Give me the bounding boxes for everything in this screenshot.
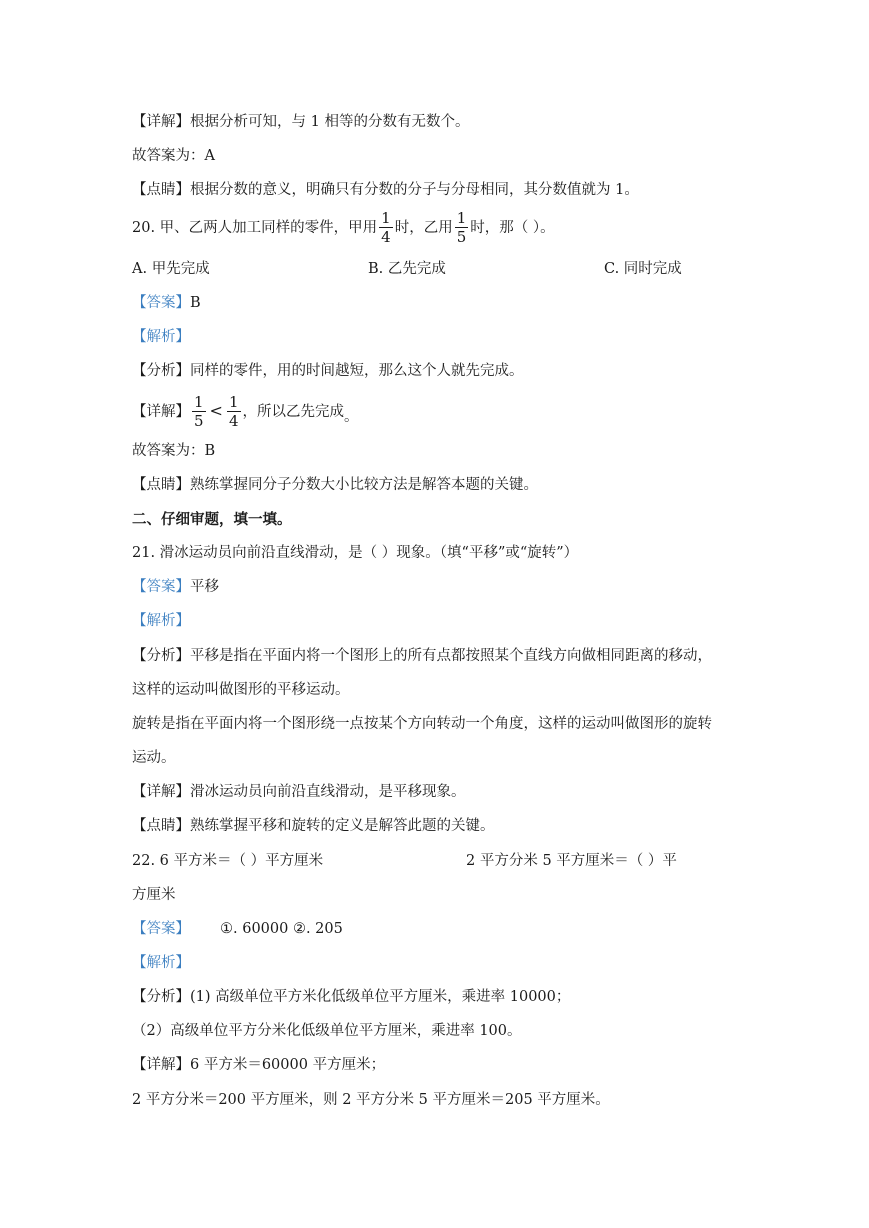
fraction-denominator: 4 [381,228,391,246]
q20-answer-line: 故答案为：B [132,443,216,459]
q21-jiexi-tag: 【解析】 [132,613,190,629]
answer-tag: 【答案】 [132,921,190,937]
fraction-one-quarter [227,395,241,429]
fraction-numerator: 1 [194,393,204,411]
q20-analysis: 【分析】同样的零件，用的时间越短，那么这个人就先完成。 [132,363,524,379]
q21-analysis-line-1: 【分析】平移是指在平面内将一个图形上的所有点都按照某个直线方向做相同距离的移动， [132,648,712,664]
fraction-numerator: 1 [381,209,391,227]
q21-analysis-line-4: 运动。 [132,750,176,766]
q21-analysis-line-3: 旋转是指在平面内将一个图形绕一点按某个方向转动一个角度，这样的运动叫做图形的旋转 [132,716,712,732]
q20-stem-part-b: 时，乙用 [394,220,453,236]
detail-tag: 【详解】 [132,404,190,420]
fraction-numerator: 1 [456,209,467,227]
q20-answer [132,293,201,313]
answer-tag: 【答案】 [132,579,190,595]
q22-analysis-line-1: 【分析】(1) 高级单位平方米化低级单位平方厘米，乘进率 10000； [132,989,571,1005]
q22-stem-part-2: 2 平方分米 5 平方厘米＝（ ）平 [466,853,677,869]
fraction-denominator: 4 [228,412,239,430]
q20-stem-part-a: 20. 甲、乙两人加工同样的零件，甲用 [132,220,378,236]
answer-value: B [190,295,201,311]
q20-option-b: B. 乙先完成 [368,261,446,277]
fraction-denominator: 5 [194,412,204,430]
less-than-sign: < [209,401,223,420]
q22-jiexi-tag: 【解析】 [132,955,190,971]
q20-option-a: A. 甲先完成 [132,261,210,277]
fraction-denominator: 5 [456,228,467,246]
q22-detail-line-1: 【详解】6 平方米＝60000 平方厘米； [132,1057,386,1073]
fraction-numerator: 1 [228,393,239,411]
fraction-one-fifth [192,395,206,429]
section-title: 二、仔细审题，填一填。 [132,511,292,528]
q20-option-c: C. 同时完成 [604,261,682,277]
q22-stem-part-1: 22. 6 平方米＝（ ）平方厘米 [132,853,324,869]
q19-tip: 【点睛】根据分数的意义，明确只有分数的分子与分母相同，其分数值就为 1。 [132,182,639,198]
q20-jiexi-tag: 【解析】 [132,329,190,345]
fraction-one-fifth [455,211,469,245]
q21-detail: 【详解】滑冰运动员向前沿直线滑动，是平移现象。 [132,784,466,800]
q22-answer [132,919,343,939]
answer-tag: 【答案】 [132,295,190,311]
answer-value: 平移 [190,579,219,595]
q19-answer-line: 故答案为：A [132,148,215,164]
q22-stem-line-2: 方厘米 [132,887,176,903]
q20-tip: 【点睛】熟练掌握同分子分数大小比较方法是解答本题的关键。 [132,477,538,493]
q21-tip: 【点睛】熟练掌握平移和旋转的定义是解答此题的关键。 [132,818,495,834]
q22-analysis-line-2: （2）高级单位平方分米化低级单位平方厘米，乘进率 100。 [132,1023,522,1039]
answer-value: ①. 60000 ②. 205 [220,921,343,937]
q20-detail [132,388,359,435]
q20-stem-part-c: 时，那（ ）。 [470,220,555,236]
detail-rest: ，所以乙先完成 [242,404,344,420]
q21-analysis-line-2: 这样的运动叫做图形的平移运动。 [132,682,350,698]
q21-answer [132,577,219,597]
q21-stem: 21. 滑冰运动员向前沿直线滑动，是（ ）现象。（填“平移”或“旋转”） [132,545,579,561]
q22-detail-line-2: 2 平方分米＝200 平方厘米，则 2 平方分米 5 平方厘米＝205 平方厘米。 [132,1092,610,1108]
detail-end: 。 [344,409,359,425]
fraction-one-quarter [379,211,393,245]
q19-detail: 【详解】根据分析可知，与 1 相等的分数有无数个。 [132,114,470,130]
q20-stem [132,206,555,250]
